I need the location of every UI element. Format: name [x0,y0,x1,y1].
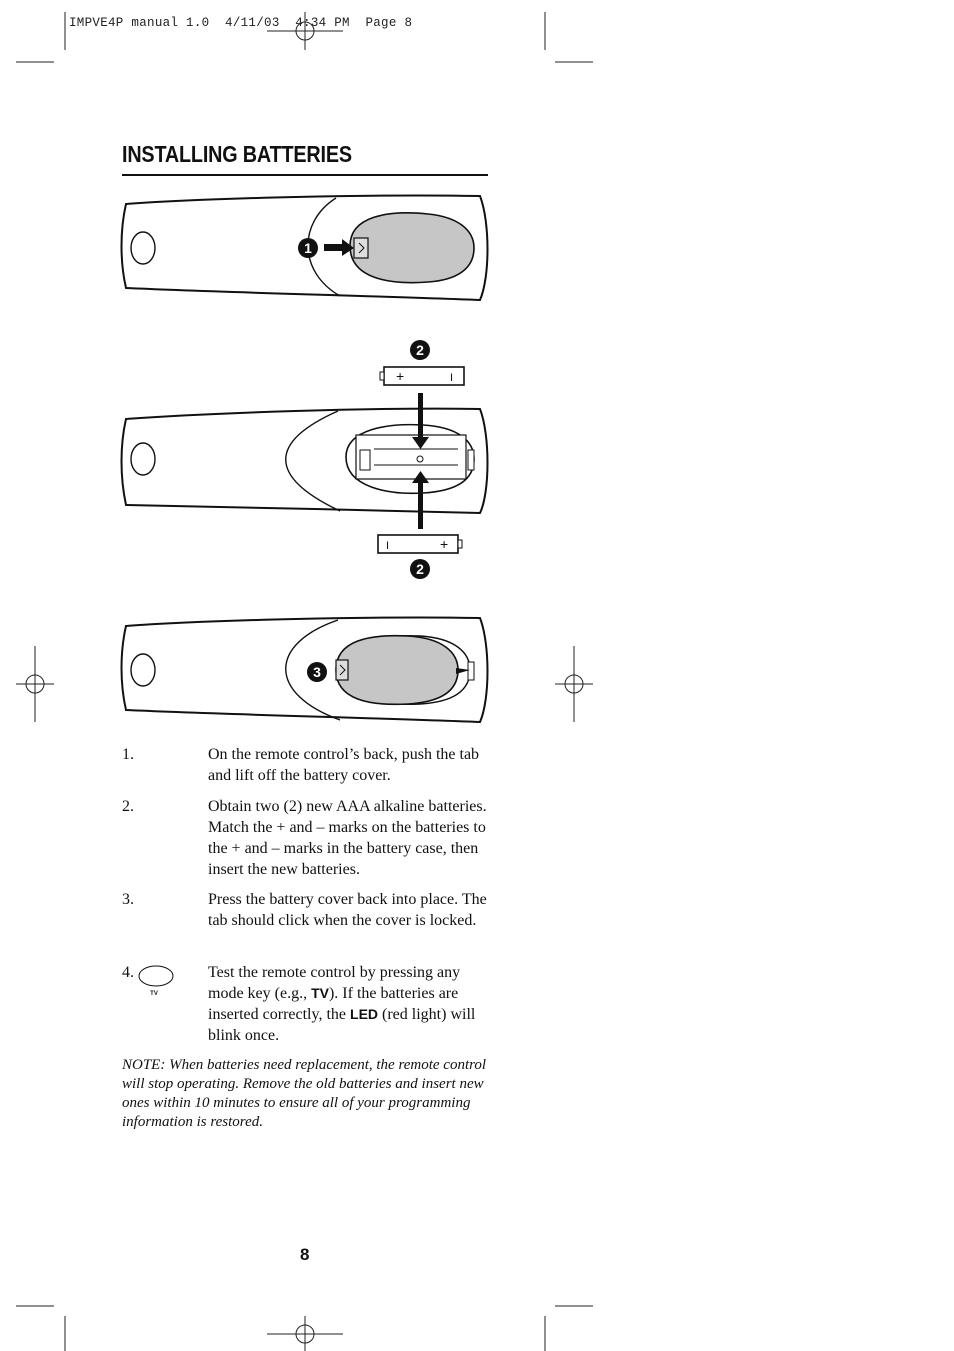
battery-note: NOTE: When batteries need replacement, the remote control will stop operating. Remove the old batteries and insert new ones within 10 minutes to ensure all of your programming information is restored. [122,1057,487,1130]
tv-key-icon [136,962,176,998]
step-text: Obtain two (2) new AAA alkaline batteries. Match the + and – marks on the batteries to the + and – marks in the battery case, then insert the new batteries. [208,798,487,878]
svg-text:TV: TV [150,991,158,997]
svg-text:I: I [386,540,390,552]
step-number: 2. [122,798,134,815]
svg-text:+: + [440,536,449,552]
step-1 [122,744,492,788]
step-number: 3. [122,891,134,908]
step-text: Test the remote control by pressing any mode key (e.g., TV). If the batteries are inserted correctly, the LED (red light) will blink once. [208,964,476,1044]
tv-key-name: TV [311,985,329,1001]
step-3 [122,889,492,953]
remote-figure-replace-cover [118,614,494,728]
svg-text:I: I [450,372,454,384]
registration-mark-bottom [267,1316,343,1351]
title-rule [122,174,488,176]
step-text: Press the battery cover back into place. The tab should click when the cover is locked. [208,891,487,929]
svg-text:2: 2 [416,561,424,577]
step-number: 1. [122,746,134,763]
page-title: INSTALLING BATTERIES [122,141,352,167]
registration-mark-top [267,12,343,50]
svg-text:3: 3 [313,664,321,680]
remote-figure-insert-batteries [118,337,494,585]
battery-top-icon [380,367,464,385]
print-slug: IMPVE4P manual 1.0 4/11/03 4:34 PM Page 8 [69,16,413,30]
svg-text:+: + [396,368,405,384]
registration-mark-right [555,646,593,722]
battery-bottom-icon [378,535,462,553]
step-2 [122,796,492,882]
svg-text:1: 1 [304,240,312,256]
step-number: 4. [122,964,134,981]
svg-text:2: 2 [416,342,424,358]
step-text: On the remote control’s back, push the tab and lift off the battery cover. [208,746,480,784]
registration-mark-left [16,646,54,722]
remote-figure-remove-cover [118,192,494,306]
step-4 [122,962,492,1048]
led-label: LED [350,1006,379,1022]
page-number: 8 [300,1245,310,1264]
